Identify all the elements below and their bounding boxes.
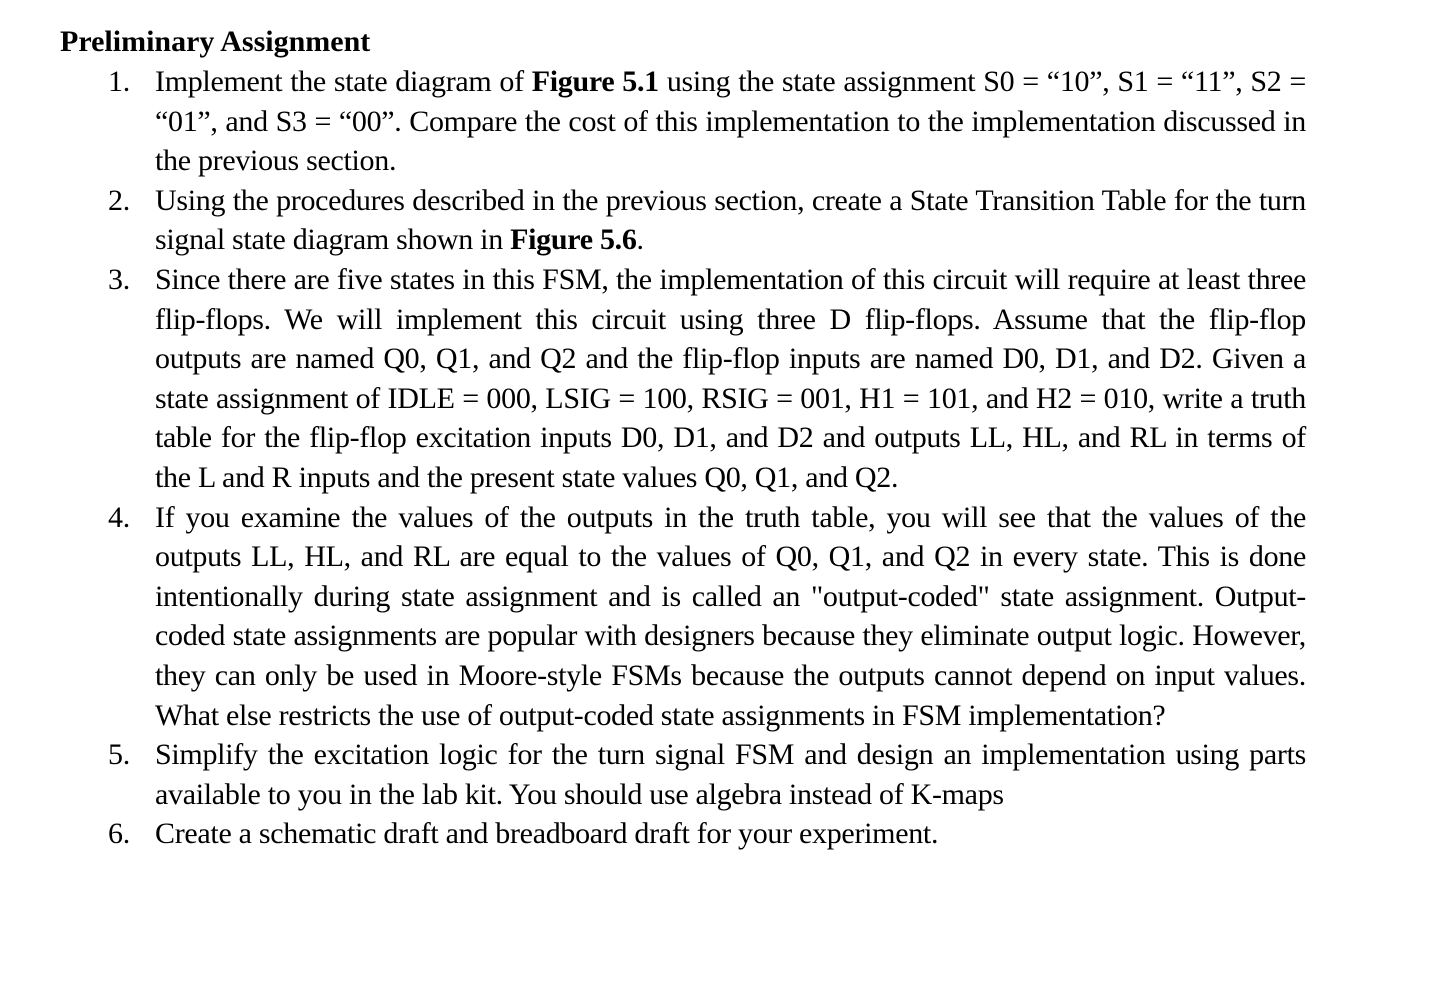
list-item-3 bbox=[100, 260, 1306, 498]
item-1-text-b: using the state assignment S0 = “10”, S1 = “11”, S2 = “01”, and S3 = “00”. Compare the cost of this implementation to the implementation discussed in the previous section. bbox=[155, 65, 1307, 178]
section-heading: Preliminary Assignment bbox=[60, 25, 371, 58]
list-item-2 bbox=[100, 181, 1306, 260]
item-2-text-a: Using the procedures described in the previous section, create a State Transition Table for the turn signal state diagram shown in bbox=[155, 183, 1306, 257]
item-2-figure-ref: Figure 5.6 bbox=[510, 223, 637, 257]
list-item-number: 1. bbox=[108, 65, 130, 98]
list-item-6 bbox=[100, 814, 1306, 854]
list-item-text: Create a schematic draft and breadboard draft for your experiment. bbox=[155, 817, 939, 851]
list-item-5 bbox=[100, 735, 1306, 814]
list-item-number: 5. bbox=[108, 738, 130, 772]
list-item-number: 3. bbox=[108, 262, 130, 296]
list-item-text: If you examine the values of the outputs in the truth table, you will see that the values of the outputs LL, HL, and RL are equal to the values of Q0, Q1, and Q2 in every state. This is done intentionally during state assignment and is called an "output-coded" state assignment. Output-coded state assignments are popular with designers because they eliminate output logic. However, they can only be used in Moore-style FSMs because the outputs cannot depend on input values. What else restricts the use of output-coded state assignments in FSM implementation? bbox=[155, 500, 1306, 732]
list-item-text bbox=[155, 62, 1306, 181]
list-item-text: Since there are five states in this FSM, the implementation of this circuit will require at least three flip-flops. We will implement this circuit using three D flip-flops. Assume that the flip-flop outputs are named Q0, Q1, and Q2 and the flip-flop inputs are named D0, D1, and D2. Given a state assignment of IDLE = 000, LSIG = 100, RSIG = 001, H1 = 101, and H2 = 010, write a truth table for the flip-flop excitation inputs D0, D1, and D2 and outputs LL, HL, and RL in terms of the L and R inputs and the present state values Q0, Q1, and Q2. bbox=[155, 262, 1306, 494]
assignment-list bbox=[100, 62, 1306, 854]
list-item-number: 2. bbox=[108, 183, 130, 217]
list-item-number: 6. bbox=[108, 817, 130, 851]
list-item-1 bbox=[100, 62, 1306, 181]
item-1-figure-ref: Figure 5.1 bbox=[531, 65, 659, 98]
list-item-text: Simplify the excitation logic for the turn signal FSM and design an implementation using parts available to you in the lab kit. You should use algebra instead of K-maps bbox=[155, 738, 1306, 811]
list-item-number: 4. bbox=[108, 500, 130, 534]
list-item-4 bbox=[100, 498, 1306, 736]
item-2-text-b: . bbox=[636, 223, 644, 257]
item-1-text-a: Implement the state diagram of bbox=[155, 65, 532, 98]
list-item-text bbox=[155, 181, 1306, 260]
